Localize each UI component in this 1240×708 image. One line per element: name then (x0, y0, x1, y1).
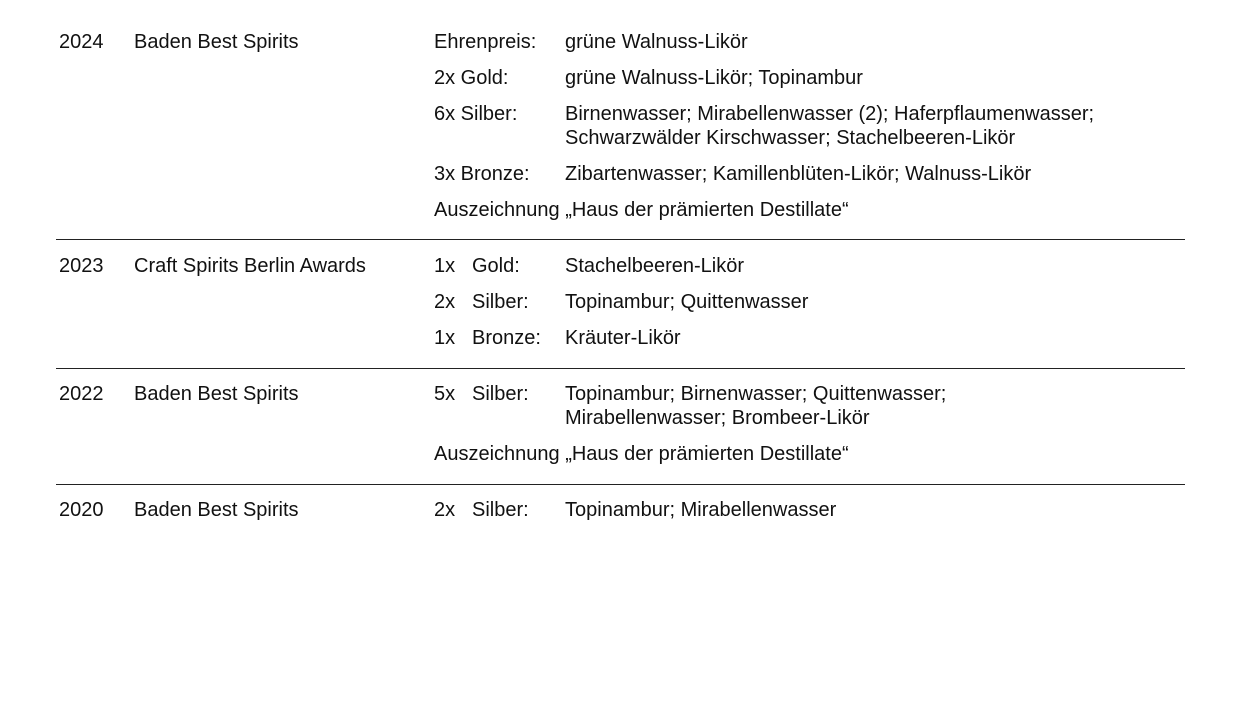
award-year: 2022 (59, 383, 104, 405)
prize-row (434, 66, 1185, 90)
prize-count: 2x (434, 499, 456, 521)
medal-label: Bronze: (472, 327, 541, 349)
prize-items: Topinambur; Mirabellenwasser (565, 499, 837, 521)
prize-label (434, 290, 529, 314)
award-section-2023 (56, 239, 1185, 368)
medal-label: Silber: (472, 383, 529, 405)
distinction-text: Auszeichnung „Haus der prämierten Destillate“ (434, 443, 849, 465)
competition-name: Baden Best Spirits (134, 499, 299, 521)
prize-row (434, 162, 1185, 186)
distinction-row (434, 198, 1185, 222)
prize-items: Kräuter-Likör (565, 327, 681, 349)
award-section-2024 (56, 0, 1185, 239)
award-section-2020 (56, 484, 1185, 532)
prize-items: Stachelbeeren-Likör (565, 255, 744, 277)
distinction-text: Auszeichnung „Haus der prämierten Destillate“ (434, 199, 849, 221)
prize-row (434, 326, 1185, 350)
prize-row (434, 382, 1185, 430)
prize-items: grüne Walnuss-Likör; Topinambur (565, 67, 863, 89)
prize-row (434, 290, 1185, 314)
prize-items: Topinambur; Quittenwasser (565, 291, 809, 313)
prize-list (434, 254, 1185, 350)
prize-list (434, 498, 1185, 522)
prize-items: Zibartenwasser; Kamillenblüten-Likör; Walnuss-Likör (565, 163, 1032, 185)
competition-name: Baden Best Spirits (134, 31, 299, 53)
medal-label: Silber: (472, 499, 529, 521)
award-year: 2023 (59, 255, 104, 277)
prize-label: 3x Bronze: (434, 163, 530, 185)
prize-row (434, 102, 1185, 150)
medal-label: Gold: (472, 255, 520, 277)
prize-items: Birnenwasser; Mirabellenwasser (2); Haferpflaumenwasser; Schwarzwälder Kirschwasser; Stachelbeeren-Likör (565, 103, 1095, 149)
medal-label: Silber: (472, 291, 529, 313)
prize-count: 1x (434, 327, 456, 349)
prize-count: 2x (434, 291, 456, 313)
prize-row (434, 254, 1185, 278)
distinction-row (434, 442, 1185, 466)
prize-list (434, 30, 1185, 222)
competition-name: Craft Spirits Berlin Awards (134, 255, 366, 277)
prize-label (434, 498, 529, 522)
prize-label: 2x Gold: (434, 67, 509, 89)
prize-label (434, 382, 529, 406)
prize-items: grüne Walnuss-Likör (565, 31, 748, 53)
prize-count: 5x (434, 383, 456, 405)
competition-name: Baden Best Spirits (134, 383, 299, 405)
award-section-2022 (56, 368, 1185, 484)
prize-row (434, 498, 1185, 522)
prize-list (434, 382, 1185, 466)
prize-label: 6x Silber: (434, 103, 518, 125)
award-year: 2020 (59, 499, 104, 521)
prize-label (434, 326, 541, 350)
prize-row (434, 30, 1185, 54)
prize-label (434, 254, 520, 278)
prize-label: Ehrenpreis: (434, 31, 537, 53)
prize-items: Topinambur; Birnenwasser; Quittenwasser; Mirabellenwasser; Brombeer-Likör (565, 383, 947, 429)
awards-list (56, 0, 1185, 532)
prize-count: 1x (434, 255, 456, 277)
award-year: 2024 (59, 31, 104, 53)
